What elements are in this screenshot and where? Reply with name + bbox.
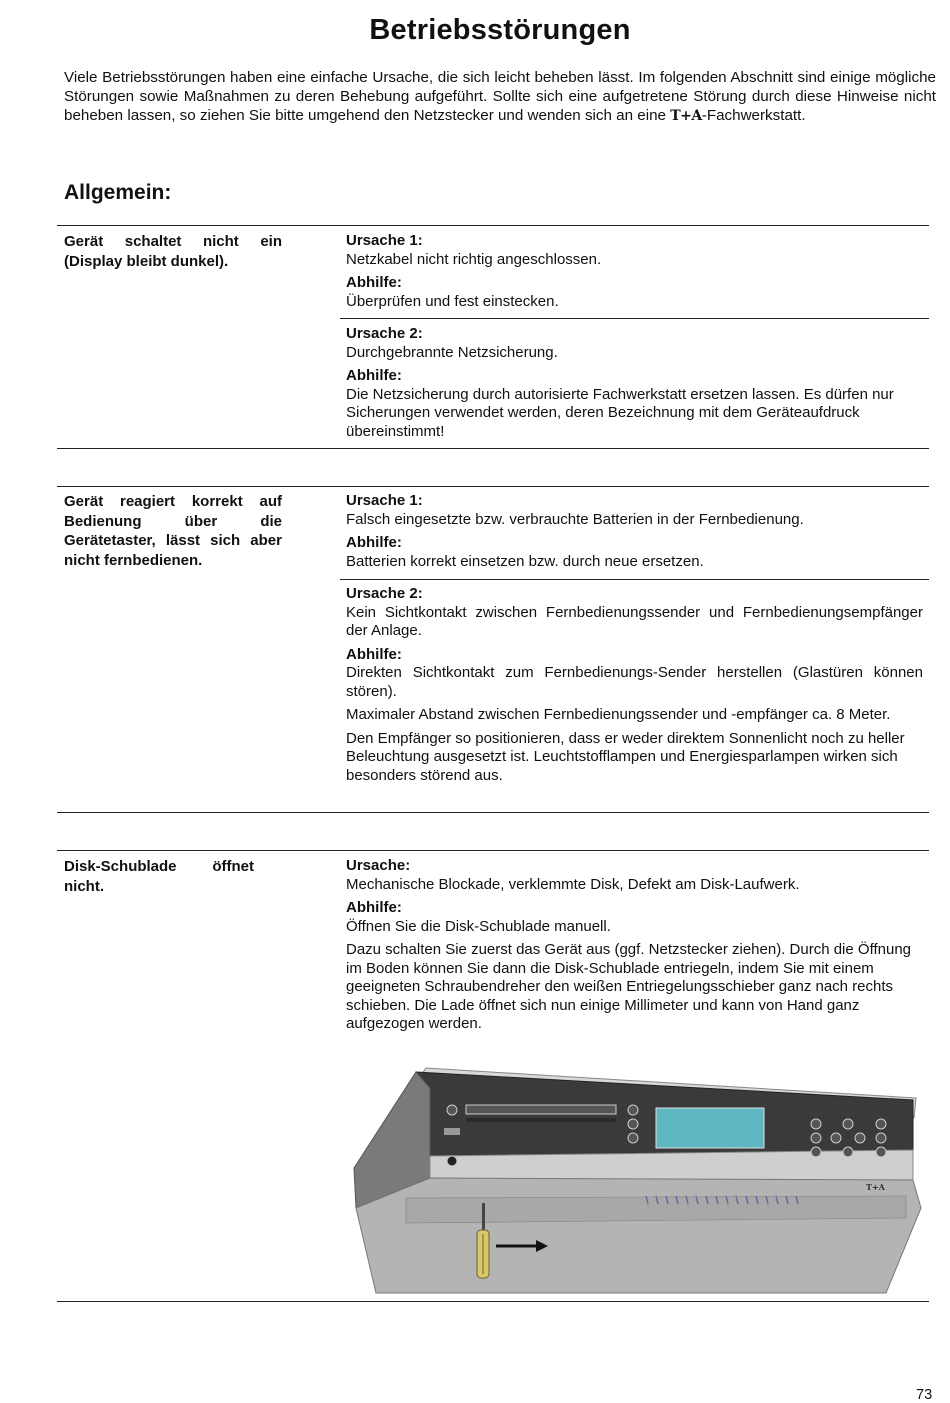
section-heading: Allgemein: (64, 181, 172, 204)
remedy-label: Abhilfe: (346, 534, 402, 551)
cause-label: Ursache 1: (346, 492, 423, 509)
fault-cause-block (346, 857, 923, 1034)
fault-cause-block (346, 585, 923, 785)
page-number: 73 (916, 1387, 933, 1403)
cause-label: Ursache 1: (346, 232, 423, 249)
intro-text: Viele Betriebsstörungen haben eine einfache Ursache, die sich leicht beheben lässt. Im folgenden Abschnitt sind einige mögliche Störungen sowie Maßnahmen zu deren Behebung aufgeführt. Sollte sich eine aufgetretene Störung durch diese Hinweise nicht beheben lassen, so ziehen Sie bitte umgehend den Netzstecker und wenden sich an eine (64, 69, 936, 124)
ta-brand-logo: T+A (670, 108, 702, 124)
remedy-text: Öffnen Sie die Disk-Schublade manuell. (346, 917, 611, 935)
table-rule (57, 812, 929, 813)
cause-divider (340, 318, 929, 319)
cause-label: Ursache: (346, 857, 411, 874)
table-rule (57, 486, 929, 487)
cause-label: Ursache 2: (346, 325, 423, 342)
page-title: Betriebsstörungen (369, 14, 631, 46)
remedy-label: Abhilfe: (346, 645, 402, 663)
fault-symptom: Disk-Schublade öffnet nicht. (64, 858, 254, 895)
fault-cause-block (346, 232, 923, 311)
remedy-text: Den Empfänger so positionieren, dass er weder direktem Sonnenlicht noch zu heller Beleuchtung ausgesetzt ist. Leuchtstofflampen und Energiesparlampen wirken sich besonders störend aus. (346, 729, 905, 784)
remedy-text: Die Netzsicherung durch autorisierte Fachwerkstatt ersetzen lassen. Es dürfen nur Sicherungen verwendet werden, deren Bezeichnung mit dem Geräteaufdruck übereinstimmt! (346, 385, 894, 440)
intro-text-end: -Fachwerkstatt. (701, 107, 806, 124)
cause-text: Netzkabel nicht richtig angeschlossen. (346, 250, 602, 268)
fault-cause-block (346, 325, 923, 441)
remedy-label: Abhilfe: (346, 274, 402, 291)
cause-text: Falsch eingesetzte bzw. verbrauchte Batterien in der Fernbedienung. (346, 510, 804, 528)
cause-text: Mechanische Blockade, verklemmte Disk, Defekt am Disk-Laufwerk. (346, 875, 800, 893)
table-rule (57, 1301, 929, 1302)
remedy-text: Direkten Sichtkontakt zum Fernbedienungs-Sender herstellen (Glastüren können stören). (346, 664, 923, 700)
remedy-text: Maximaler Abstand zwischen Fernbedienungssender und -empfänger ca. 8 Meter. (346, 706, 891, 723)
fault-cause-block (346, 492, 923, 571)
table-rule (57, 225, 929, 226)
cause-divider (340, 579, 929, 580)
fault-symptom: Gerät schaltet nicht ein (Display bleibt dunkel). (64, 233, 282, 270)
device-illustration (346, 1058, 924, 1298)
remedy-label: Abhilfe: (346, 899, 402, 916)
fault-symptom: Gerät reagiert korrekt auf Bedienung über die Gerätetaster, lässt sich aber nicht fernbedienen. (64, 493, 282, 569)
cause-text: Durchgebrannte Netzsicherung. (346, 343, 558, 361)
cause-label: Ursache 2: (346, 585, 423, 602)
remedy-text: Batterien korrekt einsetzen bzw. durch neue ersetzen. (346, 552, 704, 570)
table-rule (57, 850, 929, 851)
table-rule (57, 448, 929, 449)
device-brand-logo: T+A (866, 1182, 885, 1192)
remedy-text: Dazu schalten Sie zuerst das Gerät aus (ggf. Netzstecker ziehen). Durch die Öffnung im Boden können Sie dann die Disk-Schublade entriegeln, indem Sie mit einem geeigneten Schraubendreher den weißen Entriegelungsschieber ganz nach rechts schieben. Die Lade öffnet sich nun einige Millimeter und kann von Hand ganz aufgezogen werden. (346, 941, 912, 1032)
remedy-label: Abhilfe: (346, 367, 402, 384)
intro-paragraph (64, 68, 936, 126)
cause-text: Kein Sichtkontakt zwischen Fernbedienungssender und Fernbedienungsempfänger der Anlage. (346, 603, 923, 639)
remedy-text: Überprüfen und fest einstecken. (346, 292, 559, 310)
